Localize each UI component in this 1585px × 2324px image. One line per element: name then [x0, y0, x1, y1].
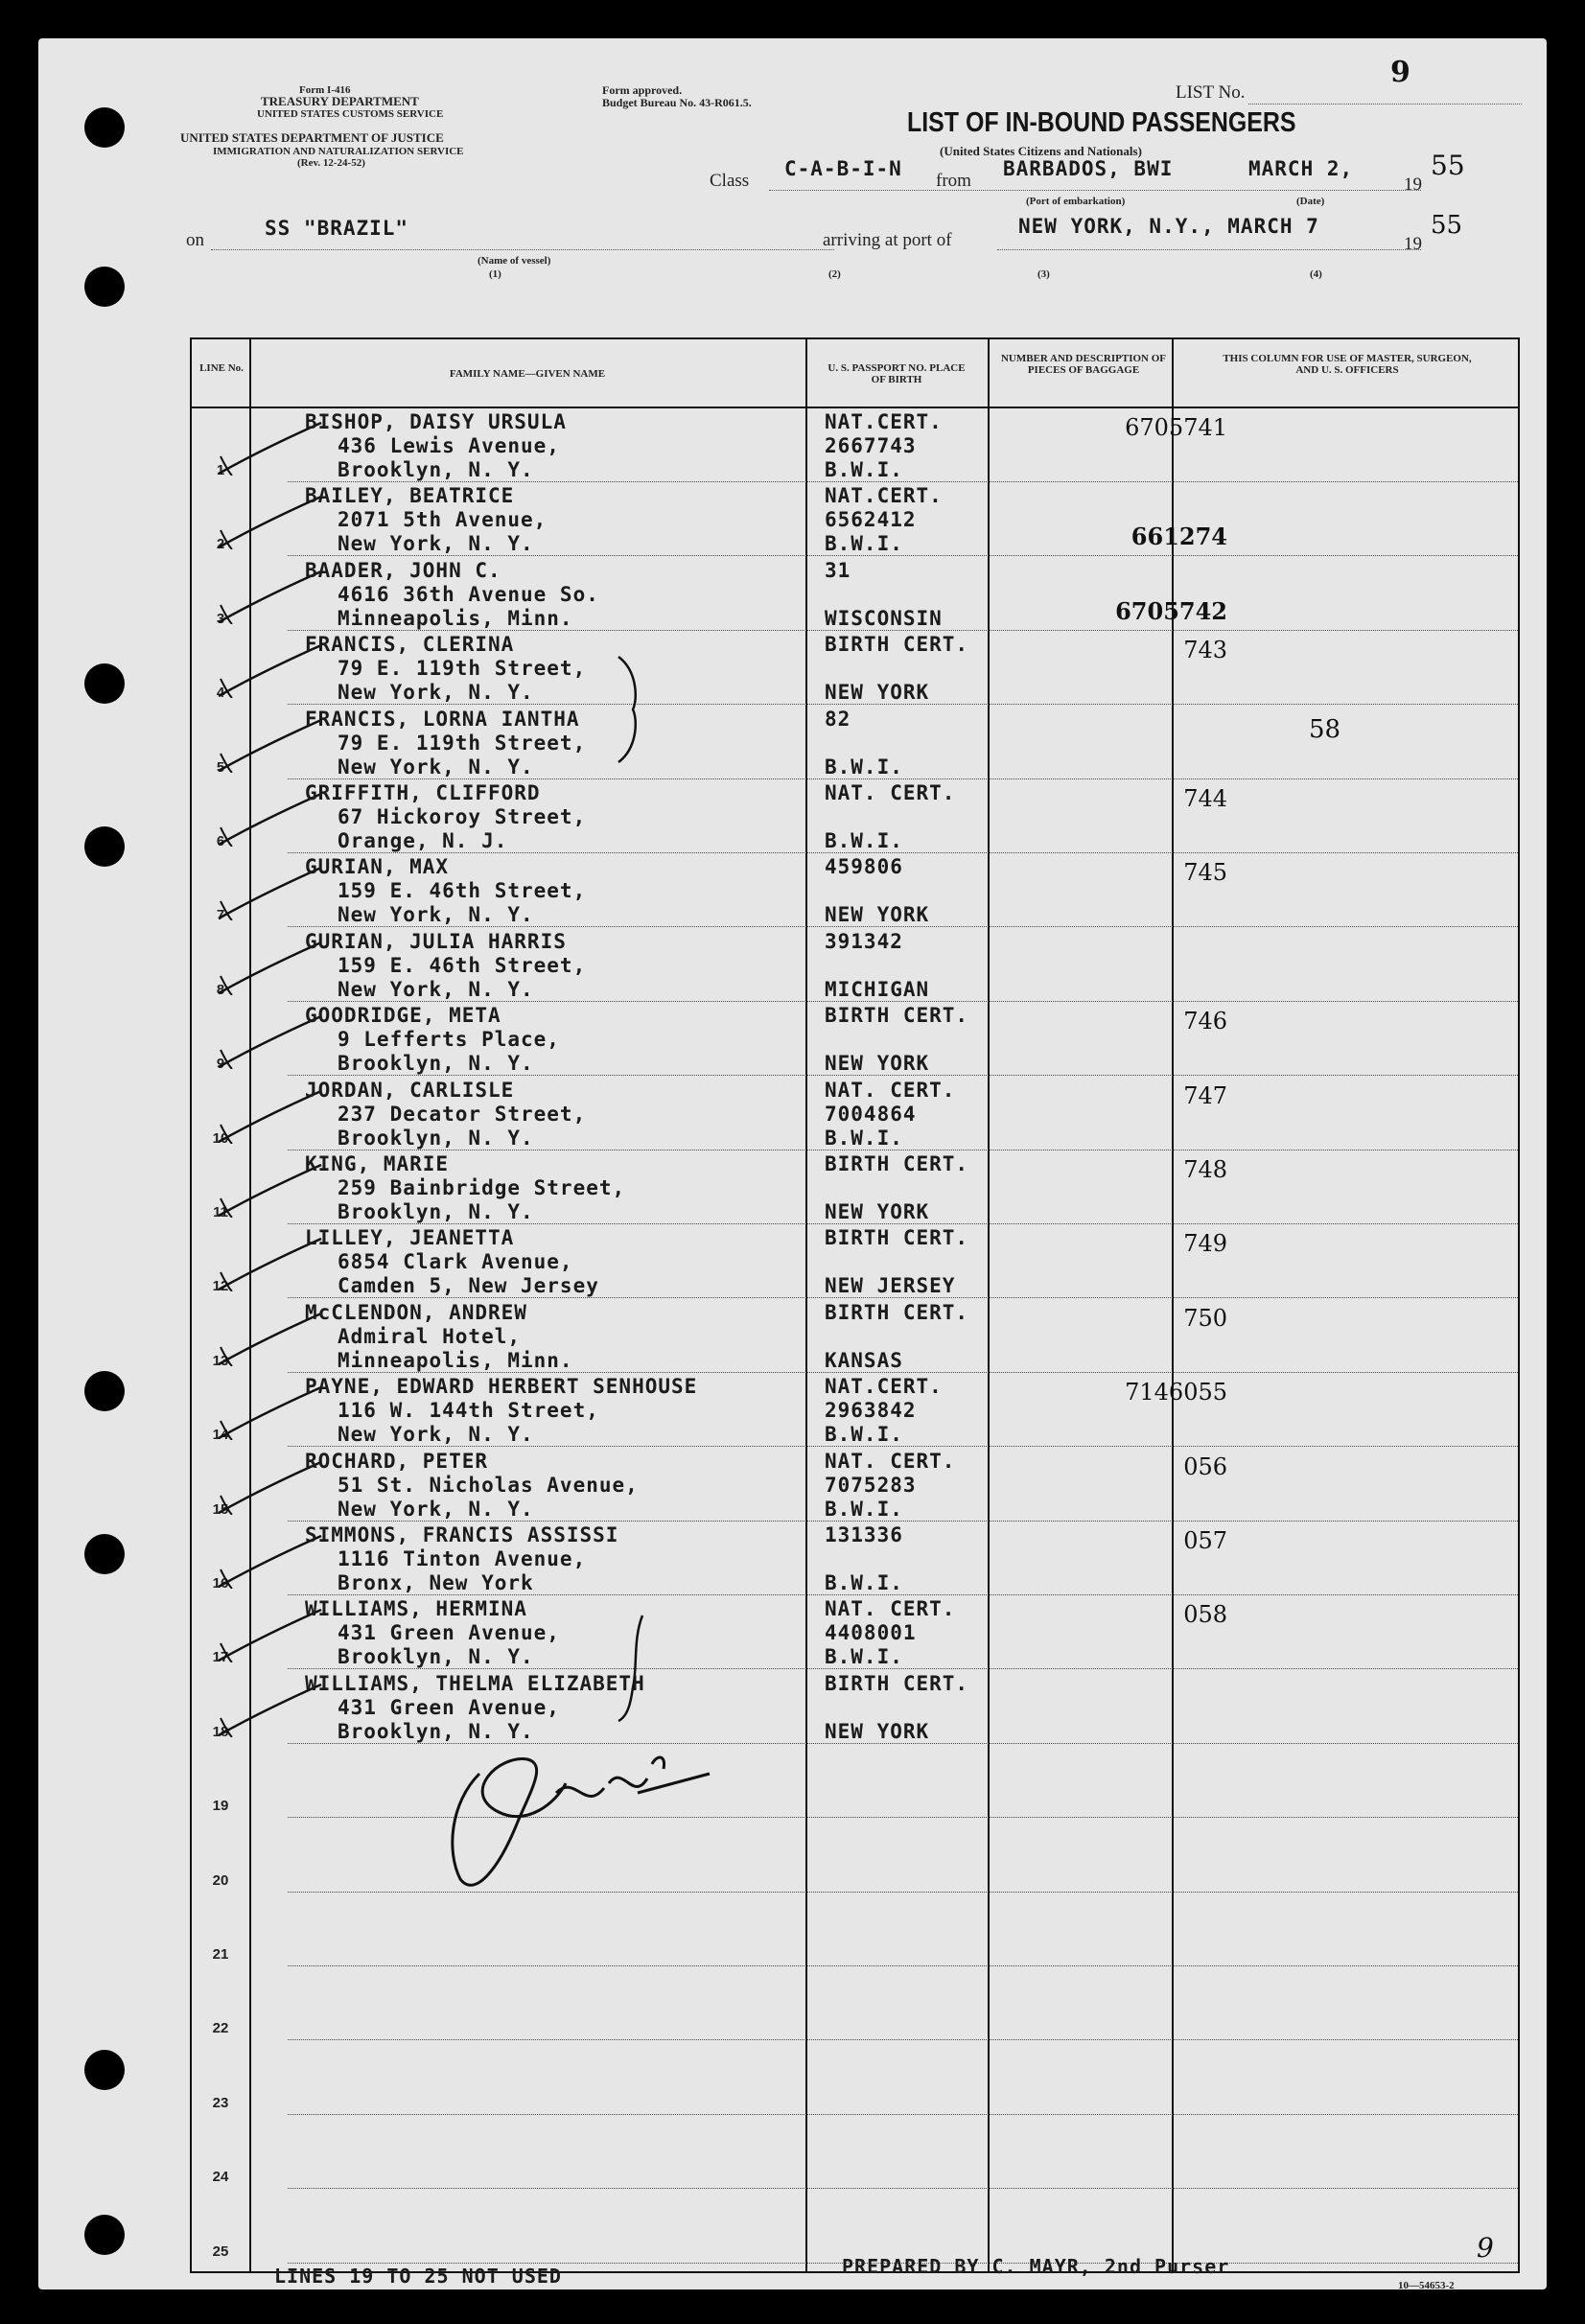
table-row: [192, 928, 1518, 1002]
passport-type: NAT. CERT.: [825, 781, 956, 804]
passenger-address-city: New York, N. Y.: [338, 681, 534, 705]
passenger-name: FRANCIS, CLERINA: [305, 633, 515, 657]
baggage-number: 746: [1183, 1008, 1227, 1035]
baggage-number: 057: [1183, 1527, 1227, 1554]
line-number: 17: [212, 1649, 229, 1666]
budget-bureau: Budget Bureau No. 43-R061.5.: [602, 96, 752, 109]
departure-date: MARCH 2,: [1248, 157, 1354, 180]
passenger-entry: [305, 559, 599, 631]
passenger-address-street: 259 Bainbridge Street,: [338, 1176, 626, 1199]
departure-year: 55: [1431, 150, 1465, 181]
form-approved: Form approved.: [602, 83, 683, 97]
date-caption: (Date): [1296, 196, 1325, 207]
passenger-address-city: Orange, N. J.: [338, 829, 508, 852]
passenger-entry: [305, 1152, 625, 1224]
table-row: [192, 2041, 1518, 2115]
table-row: [192, 408, 1518, 482]
passport-entry: [825, 410, 943, 482]
binder-hole-icon: [84, 826, 125, 867]
table-row: [192, 1373, 1518, 1447]
passenger-name: McCLENDON, ANDREW: [305, 1300, 527, 1324]
passenger-address-city: New York, N. Y.: [338, 903, 534, 927]
passenger-table: [190, 337, 1520, 2273]
baggage-number: 6705741: [1125, 414, 1227, 441]
passport-type: BIRTH CERT.: [825, 1671, 969, 1695]
officer-note: 58: [1309, 714, 1341, 744]
family-bracket-icon: [614, 652, 652, 767]
vessel-underline: [211, 249, 834, 250]
passport-type: NAT. CERT.: [825, 1078, 956, 1102]
line-number: 13: [212, 1352, 229, 1369]
passport-entry: [825, 781, 955, 853]
passenger-address-street: 2071 5th Avenue,: [338, 508, 548, 532]
class-value: C-A-B-I-N: [784, 157, 902, 180]
place-of-birth: B.W.I.: [825, 1126, 903, 1150]
passport-type: 459806: [825, 855, 903, 879]
table-row: [192, 706, 1518, 779]
passport-number: [825, 1696, 968, 1720]
passenger-address-city: Brooklyn, N. Y.: [338, 1052, 534, 1076]
table-row: [192, 631, 1518, 705]
passport-entry: [825, 1375, 943, 1447]
place-of-birth: NEW YORK: [825, 1052, 930, 1076]
place-of-birth: NEW YORK: [825, 681, 930, 705]
baggage-number: 661274: [1130, 523, 1227, 551]
baggage-number: 7146055: [1125, 1379, 1227, 1406]
col-header-officers: THIS COLUMN FOR USE OF MASTER, SURGEON, AND U. S. OFFICERS: [1223, 353, 1472, 376]
table-row: [192, 1819, 1518, 1893]
passport-entry: [825, 855, 929, 927]
passenger-address-street: 237 Decator Street,: [338, 1102, 587, 1126]
passenger-name: LILLEY, JEANETTA: [305, 1226, 515, 1250]
line-number: 23: [212, 2094, 229, 2111]
passenger-name: GRIFFITH, CLIFFORD: [305, 781, 541, 804]
table-row: [192, 482, 1518, 556]
passenger-address-city: New York, N. Y.: [338, 532, 534, 556]
place-of-birth: KANSAS: [825, 1348, 903, 1372]
line-number: 14: [212, 1427, 229, 1444]
passport-number: 2963842: [825, 1399, 917, 1423]
place-of-birth: B.W.I.: [825, 1423, 903, 1447]
place-of-birth: B.W.I.: [825, 829, 903, 852]
from-value: BARBADOS, BWI: [1003, 157, 1174, 180]
passenger-name: WILLIAMS, THELMA ELIZABETH: [305, 1671, 645, 1695]
place-of-birth: NEW JERSEY: [825, 1274, 956, 1298]
passport-number: 7004864: [825, 1102, 917, 1126]
ins-service: IMMIGRATION AND NATURALIZATION SERVICE: [213, 146, 464, 157]
baggage-number: 056: [1183, 1452, 1227, 1480]
binder-hole-icon: [84, 107, 125, 148]
place-of-birth: NEW YORK: [825, 903, 930, 927]
passenger-address-street: 1116 Tinton Avenue,: [338, 1547, 587, 1570]
baggage-number: 743: [1183, 637, 1227, 664]
passenger-name: SIMMONS, FRANCIS ASSISSI: [305, 1523, 619, 1546]
binder-hole-icon: [84, 1534, 125, 1574]
passport-number: 4408001: [825, 1621, 917, 1645]
vessel-name: SS "BRAZIL": [265, 217, 409, 240]
passenger-entry: [305, 781, 586, 853]
passport-number: 7075283: [825, 1473, 917, 1497]
passport-type: NAT.CERT.: [825, 410, 943, 433]
table-row: [192, 1966, 1518, 2040]
passport-number: [825, 805, 955, 829]
passport-number: 2667743: [825, 434, 917, 457]
passenger-address-street: 79 E. 119th Street,: [338, 657, 587, 681]
line-number: 10: [212, 1129, 229, 1147]
place-of-birth: WISCONSIN: [825, 606, 943, 630]
passenger-entry: [305, 855, 586, 927]
passport-type: NAT.CERT.: [825, 1375, 943, 1399]
passenger-name: GOODRIDGE, META: [305, 1004, 501, 1028]
passenger-address-street: 116 W. 144th Street,: [338, 1399, 599, 1423]
table-row: [192, 1150, 1518, 1224]
revision: (Rev. 12-24-52): [297, 157, 365, 169]
col-header-line-no: LINE No.: [199, 362, 244, 374]
table-row: [192, 557, 1518, 631]
col-header-name: FAMILY NAME—GIVEN NAME: [449, 368, 606, 380]
passport-entry: [825, 484, 943, 556]
passport-entry: [825, 1597, 955, 1669]
list-no-label: LIST No.: [1176, 82, 1246, 103]
manifest-page: [38, 38, 1547, 2289]
binder-hole-icon: [84, 2050, 125, 2090]
passport-number: [825, 1250, 968, 1274]
form-number: Form I-416: [299, 84, 351, 96]
port-embark-caption: (Port of embarkation): [1026, 196, 1126, 207]
binder-hole-icon: [84, 267, 125, 307]
table-row: [192, 853, 1518, 927]
arrival-underline: [997, 249, 1421, 250]
passport-type: NAT.CERT.: [825, 484, 943, 508]
passenger-entry: [305, 930, 586, 1002]
line-number: 20: [212, 1871, 229, 1889]
line-number: 1: [216, 462, 225, 478]
passenger-address-city: New York, N. Y.: [338, 1497, 534, 1521]
line-number: 5: [216, 758, 225, 776]
passenger-address-street: 159 E. 46th Street,: [338, 879, 587, 903]
prepared-by: PREPARED BY C. MAYR, 2nd Purser: [842, 2255, 1230, 2278]
lines-not-used-note: LINES 19 TO 25 NOT USED: [274, 2265, 562, 2288]
passport-entry: [825, 1301, 968, 1373]
passenger-name: BAADER, JOHN C.: [305, 558, 501, 582]
passport-type: BIRTH CERT.: [825, 1226, 969, 1250]
place-of-birth: B.W.I.: [825, 532, 903, 556]
passport-number: [825, 1028, 968, 1052]
baggage-number: 058: [1183, 1601, 1227, 1629]
passenger-name: BAILEY, BEATRICE: [305, 484, 515, 508]
passport-type: BIRTH CERT.: [825, 1004, 969, 1028]
passport-number: [825, 1325, 968, 1349]
arrival-year-prefix: 19: [1404, 234, 1422, 254]
passport-entry: [825, 1004, 968, 1076]
binder-hole-icon: [84, 1371, 125, 1411]
passenger-entry: [305, 1004, 560, 1076]
passport-entry: [825, 1079, 955, 1150]
passport-number: [825, 1547, 903, 1571]
passenger-name: FRANCIS, LORNA IANTHA: [305, 707, 580, 731]
list-no-value: 9: [1390, 56, 1410, 89]
arrival-port: NEW YORK, N.Y., MARCH 7: [1018, 215, 1319, 238]
col-header-baggage: NUMBER AND DESCRIPTION OF PIECES OF BAGGAGE: [1000, 353, 1167, 376]
col-num-1: (1): [489, 268, 501, 280]
passport-entry: [825, 1152, 968, 1224]
table-row: [192, 1002, 1518, 1076]
passenger-address-street: 6854 Clark Avenue,: [338, 1250, 573, 1274]
page-mark: 9: [1477, 2232, 1494, 2264]
passenger-address-city: Camden 5, New Jersey: [338, 1274, 599, 1298]
place-of-birth: B.W.I.: [825, 1645, 903, 1669]
passenger-name: JORDAN, CARLISLE: [305, 1078, 515, 1102]
passport-type: BIRTH CERT.: [825, 1300, 969, 1324]
passport-type: 82: [825, 707, 851, 731]
line-number: 8: [216, 981, 225, 998]
from-underline: [769, 190, 1421, 191]
passenger-entry: [305, 1597, 560, 1669]
passenger-name: GURIAN, MAX: [305, 855, 450, 879]
passenger-entry: [305, 633, 586, 705]
passport-entry: [825, 1672, 968, 1744]
passenger-address-city: New York, N. Y.: [338, 977, 534, 1001]
passenger-address-city: Brooklyn, N. Y.: [338, 1645, 534, 1669]
list-no-underline: [1248, 104, 1522, 105]
page-title: LIST OF IN-BOUND PASSENGERS: [907, 107, 1296, 138]
passenger-entry: [305, 484, 547, 556]
page-subtitle: (United States Citizens and Nationals): [940, 144, 1142, 158]
passenger-entry: [305, 1450, 639, 1522]
passport-number: [825, 657, 968, 681]
passenger-address-street: 4616 36th Avenue So.: [338, 582, 599, 606]
line-number: 18: [212, 1723, 229, 1740]
purser-signature-icon: [441, 1735, 729, 1898]
table-row: [192, 1522, 1518, 1595]
passport-entry: [825, 1450, 955, 1522]
passenger-address-city: New York, N. Y.: [338, 1423, 534, 1447]
line-number: 9: [216, 1056, 225, 1073]
passenger-entry: [305, 1226, 599, 1298]
passenger-entry: [305, 1301, 573, 1373]
passport-type: 31: [825, 558, 851, 582]
line-number: 6: [216, 833, 225, 849]
baggage-number: 748: [1183, 1156, 1227, 1183]
passenger-address-city: Minneapolis, Minn.: [338, 606, 573, 630]
place-of-birth: MICHIGAN: [825, 977, 930, 1001]
passenger-entry: [305, 708, 586, 779]
passport-entry: [825, 708, 903, 779]
col-num-3: (3): [1037, 268, 1050, 280]
from-label: from: [936, 171, 971, 191]
line-number: 7: [216, 907, 225, 924]
customs-service: UNITED STATES CUSTOMS SERVICE: [257, 108, 444, 120]
passport-entry: [825, 1523, 903, 1595]
passenger-name: KING, MARIE: [305, 1152, 450, 1175]
passenger-address-street: 436 Lewis Avenue,: [338, 434, 560, 457]
passenger-address-city: Bronx, New York: [338, 1571, 534, 1594]
line-number: 15: [212, 1500, 229, 1518]
class-label: Class: [710, 171, 750, 191]
passenger-name: GURIAN, JULIA HARRIS: [305, 929, 567, 953]
baggage-number: 745: [1183, 859, 1227, 887]
passport-number: [825, 732, 903, 755]
binder-hole-icon: [84, 2215, 125, 2255]
place-of-birth: B.W.I.: [825, 1497, 903, 1521]
table-row: [192, 779, 1518, 853]
place-of-birth: NEW YORK: [825, 1200, 930, 1223]
arriving-label: arriving at port of: [823, 230, 952, 250]
baggage-number: 744: [1183, 785, 1227, 812]
table-row: [192, 2190, 1518, 2264]
passenger-address-street: 159 E. 46th Street,: [338, 953, 587, 977]
passenger-address-city: Minneapolis, Minn.: [338, 1348, 573, 1372]
place-of-birth: B.W.I.: [825, 458, 903, 481]
passport-type: BIRTH CERT.: [825, 633, 969, 657]
passenger-entry: [305, 1375, 697, 1447]
line-number: 22: [212, 2020, 229, 2037]
passenger-address-city: Brooklyn, N. Y.: [338, 1200, 534, 1223]
passenger-address-street: Admiral Hotel,: [338, 1324, 522, 1348]
place-of-birth: NEW YORK: [825, 1719, 930, 1743]
line-number: 25: [212, 2243, 229, 2260]
passport-number: [825, 879, 929, 903]
line-number: 21: [212, 1946, 229, 1963]
passenger-address-street: 79 E. 119th Street,: [338, 731, 587, 755]
passenger-address-city: New York, N. Y.: [338, 755, 534, 779]
passenger-entry: [305, 1079, 586, 1150]
form-code: 10—54653-2: [1398, 2280, 1455, 2291]
table-row: [192, 1744, 1518, 1818]
table-row: [192, 1299, 1518, 1373]
line-number: 12: [212, 1278, 229, 1295]
year-prefix: 19: [1404, 174, 1422, 195]
vessel-caption: (Name of vessel): [478, 255, 551, 267]
passenger-address-city: Brooklyn, N. Y.: [338, 1126, 534, 1150]
line-number: 2: [216, 536, 225, 553]
passenger-name: ROCHARD, PETER: [305, 1449, 489, 1473]
passport-number: [825, 954, 929, 978]
passport-type: 131336: [825, 1523, 903, 1546]
passenger-address-street: 51 St. Nicholas Avenue,: [338, 1473, 639, 1497]
passport-type: NAT. CERT.: [825, 1449, 956, 1473]
passenger-address-street: 67 Hickoroy Street,: [338, 805, 587, 828]
table-row: [192, 1670, 1518, 1744]
passport-number: [825, 583, 943, 607]
passenger-entry: [305, 410, 567, 482]
passenger-address-city: Brooklyn, N. Y.: [338, 458, 534, 481]
passenger-address-city: Brooklyn, N. Y.: [338, 1719, 534, 1743]
line-number: 11: [213, 1204, 228, 1220]
line-number: 4: [216, 685, 225, 702]
treasury-dept: TREASURY DEPARTMENT: [261, 94, 419, 108]
passport-entry: [825, 930, 929, 1002]
passport-entry: [825, 1226, 968, 1298]
col-header-passport: U. S. PASSPORT NO. PLACE OF BIRTH: [827, 362, 966, 385]
passport-type: 391342: [825, 929, 903, 953]
table-row: [192, 1893, 1518, 1966]
on-label: on: [186, 230, 204, 250]
table-row: [192, 1224, 1518, 1298]
passport-type: BIRTH CERT.: [825, 1152, 969, 1175]
passport-type: NAT. CERT.: [825, 1597, 956, 1621]
table-row: [192, 1077, 1518, 1150]
line-number: 16: [212, 1575, 229, 1592]
passenger-entry: [305, 1672, 645, 1744]
col-num-4: (4): [1310, 268, 1322, 280]
table-row: [192, 1448, 1518, 1522]
passenger-entry: [305, 1523, 618, 1595]
baggage-number: 747: [1183, 1081, 1227, 1109]
passport-number: [825, 1176, 968, 1200]
passport-entry: [825, 559, 943, 631]
baggage-number: 6705742: [1115, 596, 1227, 625]
line-number: 24: [212, 2169, 229, 2186]
passport-number: 6562412: [825, 508, 917, 532]
place-of-birth: B.W.I.: [825, 1571, 903, 1594]
line-number: 19: [212, 1798, 229, 1815]
passenger-address-street: 9 Lefferts Place,: [338, 1028, 560, 1052]
passenger-name: WILLIAMS, HERMINA: [305, 1597, 527, 1621]
passenger-address-street: 431 Green Avenue,: [338, 1695, 560, 1719]
col-num-2: (2): [828, 268, 841, 280]
table-row: [192, 2115, 1518, 2189]
passport-entry: [825, 633, 968, 705]
table-row: [192, 1595, 1518, 1669]
place-of-birth: B.W.I.: [825, 755, 903, 779]
line-number: 3: [216, 610, 225, 627]
family-bracket-icon: [614, 1611, 652, 1726]
baggage-number: 750: [1183, 1304, 1227, 1332]
baggage-number: 749: [1183, 1230, 1227, 1258]
justice-dept: UNITED STATES DEPARTMENT OF JUSTICE: [180, 130, 444, 145]
arrival-year: 55: [1431, 211, 1463, 240]
passenger-address-street: 431 Green Avenue,: [338, 1621, 560, 1645]
binder-hole-icon: [84, 663, 125, 704]
passenger-name: BISHOP, DAISY URSULA: [305, 410, 567, 433]
passenger-name: PAYNE, EDWARD HERBERT SENHOUSE: [305, 1375, 698, 1399]
